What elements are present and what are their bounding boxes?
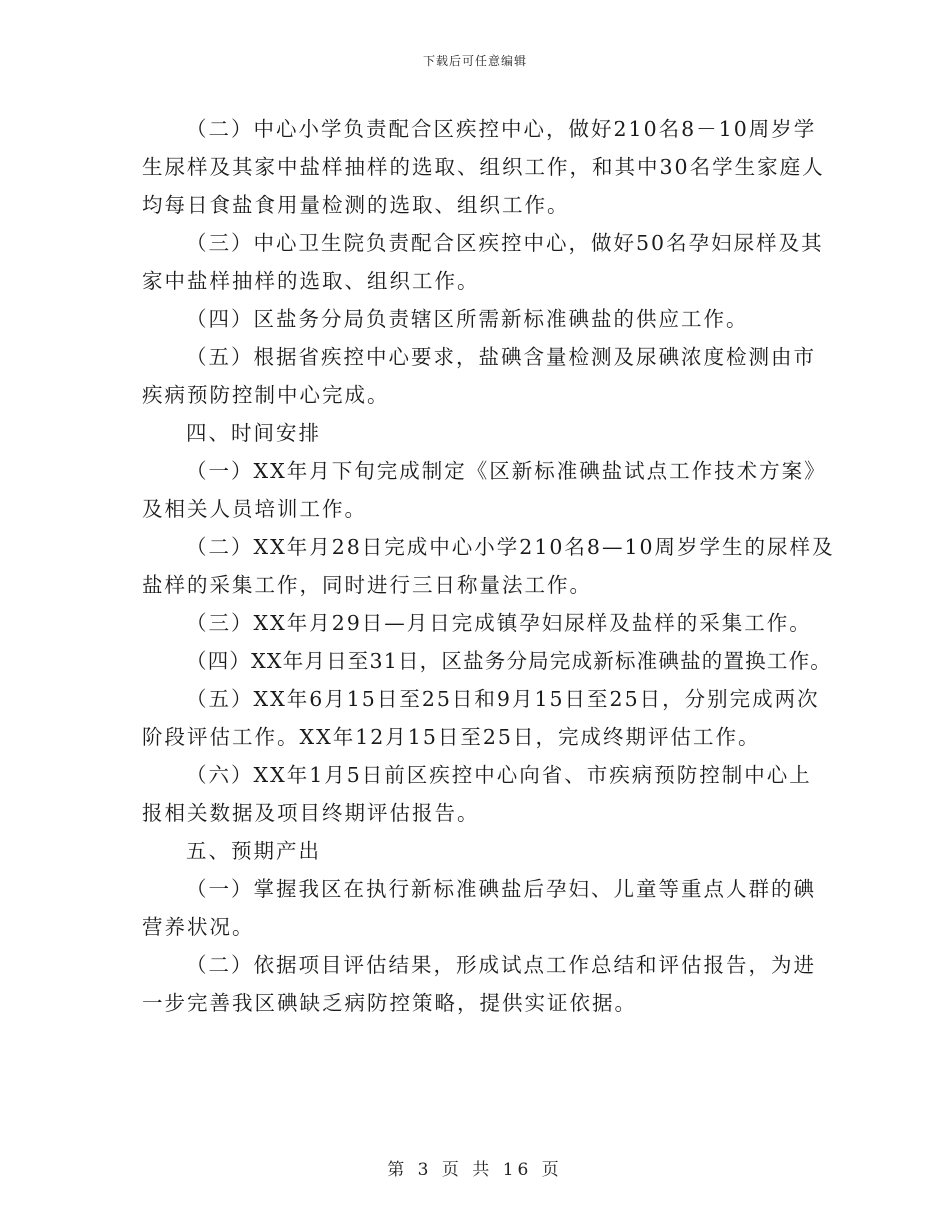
paragraph: [142, 338, 832, 414]
paragraph-line: （六）XX年1月5日前区疾控中心向省、市疾病预防控制中心上: [186, 763, 812, 787]
paragraph-line: 阶段评估工作。XX年12月15日至25日，完成终期评估工作。: [142, 725, 761, 749]
page-header: 下载后可任意编辑: [422, 54, 527, 68]
paragraph-line: （一）XX年月下旬完成制定《区新标准碘盐试点工作技术方案》: [186, 459, 827, 483]
page-number-footer: 第 3 页 共 16 页: [387, 1160, 563, 1180]
paragraph: [142, 528, 835, 604]
paragraph-line: （五）根据省疾控中心要求，盐碘含量检测及尿碘浓度检测由市: [186, 345, 816, 369]
paragraph: [142, 756, 832, 832]
paragraph-line: 及相关人员培训工作。: [142, 497, 367, 521]
paragraph-line: （四）区盐务分局负责辖区所需新标准碘盐的供应工作。: [186, 307, 749, 331]
section-heading-text: 四、时间安排: [186, 421, 321, 445]
paragraph-line: 一步完善我区碘缺乏病防控策略，提供实证依据。: [142, 991, 637, 1015]
paragraph: [142, 870, 832, 946]
paragraph-line: 家中盐样抽样的选取、组织工作。: [142, 269, 480, 293]
paragraph-line: 均每日食盐食用量检测的选取、组织工作。: [142, 193, 570, 217]
paragraph: [142, 604, 832, 642]
paragraph-line: （五）XX年6月15日至25日和9月15日至25日，分别完成两次: [186, 687, 820, 711]
paragraph-line: （一）掌握我区在执行新标准碘盐后孕妇、儿童等重点人群的碘: [186, 877, 816, 901]
paragraph-line: （三）中心卫生院负责配合区疾控中心，做好50名孕妇尿样及其: [186, 231, 824, 255]
paragraph-line: 报相关数据及项目终期评估报告。: [142, 801, 480, 825]
paragraph-line: 盐样的采集工作，同时进行三日称量法工作。: [142, 573, 592, 597]
section-heading-text: 五、预期产出: [186, 839, 321, 863]
paragraph-line: （二）中心小学负责配合区疾控中心，做好210名8－10周岁学: [186, 117, 817, 141]
section-heading: [142, 832, 832, 870]
paragraph-line: （四）XX年月日至31日，区盐务分局完成新标准碘盐的置换工作。: [186, 649, 832, 673]
paragraph: [142, 452, 832, 528]
paragraph-line: （二）依据项目评估结果，形成试点工作总结和评估报告，为进: [186, 953, 816, 977]
paragraph-line: 营养状况。: [142, 915, 255, 939]
document-body: [142, 110, 835, 1022]
paragraph-line: （二）XX年月28日完成中心小学210名8—10周岁学生的尿样及: [186, 535, 835, 559]
paragraph-line: 生尿样及其家中盐样抽样的选取、组织工作，和其中30名学生家庭人: [142, 155, 825, 179]
paragraph: [142, 680, 832, 756]
paragraph: [142, 110, 832, 224]
paragraph: [142, 946, 832, 1022]
paragraph: [142, 224, 832, 300]
paragraph-line: （三）XX年月29日—月日完成镇孕妇尿样及盐样的采集工作。: [186, 611, 812, 635]
paragraph: [142, 300, 832, 338]
paragraph-line: 疾病预防控制中心完成。: [142, 383, 390, 407]
section-heading: [142, 414, 832, 452]
paragraph: [142, 642, 832, 680]
